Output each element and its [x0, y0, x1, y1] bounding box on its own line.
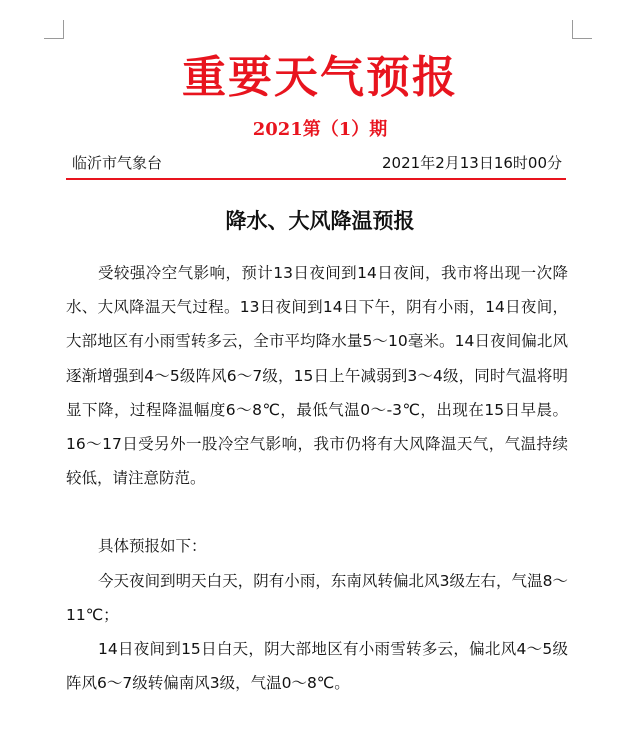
- crop-mark-top-right: [572, 38, 592, 39]
- forecast-headline: 降水、大风降温预报: [225, 209, 415, 233]
- red-divider: [66, 178, 566, 180]
- forecast-tonight: 今天夜间到明天白天，阴有小雨，东南风转偏北风3级左右，气温8～11℃；: [66, 571, 568, 624]
- crop-mark-top-left: [44, 38, 64, 39]
- forecast-14th-night: 14日夜间到15日白天，阴大部地区有小雨雪转多云，偏北风4～5级阵风6～7级转偏南风3级，气温0～8℃。: [66, 640, 568, 693]
- summary-paragraph: 受较强冷空气影响，预计13日夜间到14日夜间，我市将出现一次降水、大风降温天气过程。13日夜间到14日下午，阴有小雨，14日夜间，大部地区有小雨雪转多云，全市平均降水量5～10毫米。14日夜间偏北风逐渐增强到4～5级阵风6～7级，15日上午减弱到3～4级，同时气温将明显下降，过程降温幅度6～8℃，最低气温0～-3℃，出现在15日早晨。16～17日受另外一股冷空气影响，我市仍将有大风降温天气，气温持续较低，请注意防范。: [66, 264, 568, 488]
- header-meta: [72, 152, 566, 174]
- paragraph-spacer: [66, 495, 568, 529]
- issue-datetime: 2021年2月13日16时00分: [382, 154, 562, 172]
- issuing-agency: 临沂市气象台: [72, 154, 163, 172]
- issue-number: 2021第（1）期: [252, 119, 388, 140]
- document-title: 重要天气预报: [182, 52, 458, 103]
- forecast-body: [66, 256, 568, 700]
- forecast-intro: 具体预报如下：: [98, 537, 207, 556]
- crop-mark-top-left: [63, 20, 64, 39]
- crop-mark-top-right: [572, 20, 573, 39]
